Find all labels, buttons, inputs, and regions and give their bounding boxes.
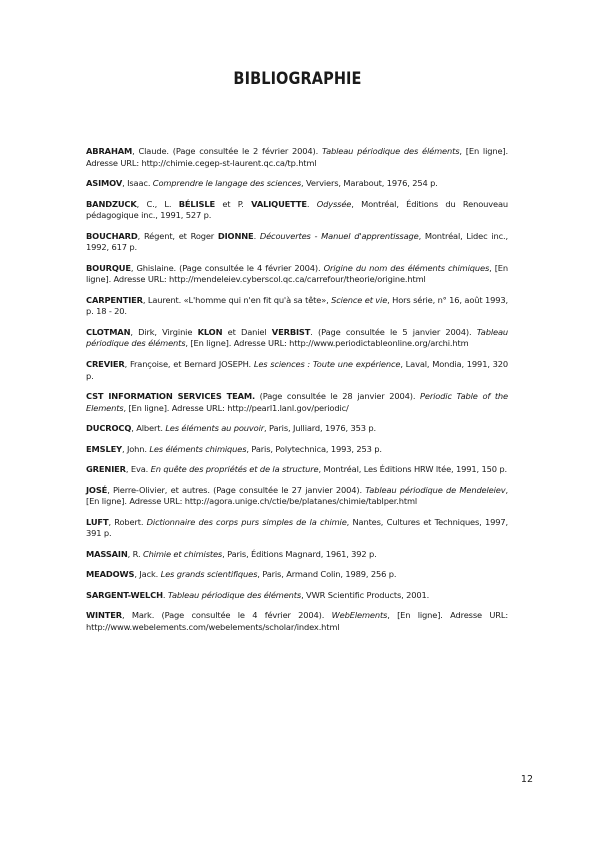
entry-text: , Mark. (Page consultée le 4 février 2004). xyxy=(122,610,332,621)
work-title: Origine du nom des éléments chimiques xyxy=(323,262,490,273)
entry-text: , Paris, Julliard, 1976, 353 p. xyxy=(264,423,376,434)
bibliography-entry xyxy=(86,464,508,476)
author-name: GRENIER xyxy=(86,464,126,475)
entry-text: , Montréal, Les Éditions HRW ltée, 1991, 150 p. xyxy=(318,464,507,475)
entry-text: , Françoise, et Bernard JOSEPH. xyxy=(124,358,254,369)
bibliography-entry xyxy=(86,199,508,222)
entry-text: , Régent, et Roger xyxy=(137,230,218,241)
entry-text: , Laval, Mondia, 1991, 320 p. xyxy=(86,358,509,381)
work-title: Comprendre le langage des sciences xyxy=(152,178,302,189)
work-title: En quête des propriétés et de la structure xyxy=(150,464,319,475)
work-title: Odyssée xyxy=(316,198,352,209)
author-name: VALIQUETTE xyxy=(251,198,307,209)
bibliography-entry xyxy=(86,146,508,169)
author-name: BOURQUE xyxy=(86,262,131,273)
work-title: Découvertes - Manuel d'apprentissage xyxy=(259,230,419,241)
entry-text: , [En ligne]. Adresse URL: http://pearl1.lanl.gov/periodic/ xyxy=(123,402,349,413)
author-name: EMSLEY xyxy=(86,443,122,454)
author-name: LUFT xyxy=(86,516,109,527)
bibliography-entry xyxy=(86,569,508,581)
entry-text: . xyxy=(162,589,168,600)
work-title: WebElements xyxy=(331,610,388,621)
work-title: Science et vie xyxy=(331,294,388,305)
entry-text: , Pierre-Olivier, et autres. (Page consultée le 27 janvier 2004). xyxy=(107,484,366,495)
author-name: KLON xyxy=(197,326,223,337)
work-title: Tableau périodique des éléments xyxy=(167,589,302,600)
author-name: BÉLISLE xyxy=(178,198,215,209)
author-name: SARGENT-WELCH xyxy=(86,589,163,600)
work-title: Chimie et chimistes xyxy=(142,548,223,559)
bibliography-entry xyxy=(86,517,508,540)
entry-text: , Paris, Polytechnica, 1993, 253 p. xyxy=(246,443,382,454)
page-number: 12 xyxy=(520,774,533,785)
entry-text: et P. xyxy=(214,198,252,209)
entry-text: , [En ligne]. Adresse URL: http://agora.unige.ch/ctie/be/platanes/chimie/tablper.html xyxy=(86,484,508,507)
author-name: ABRAHAM xyxy=(86,146,133,156)
entry-text: , Robert. xyxy=(108,516,147,527)
bibliography-list xyxy=(86,146,508,642)
entry-text: . xyxy=(306,198,317,209)
bibliography-entry xyxy=(86,327,508,350)
entry-text: , C., L. xyxy=(136,198,179,209)
work-title: Les sciences : Toute une expérience xyxy=(253,358,401,369)
entry-text: et Daniel xyxy=(222,326,272,337)
entry-text: , Paris, Armand Colin, 1989, 256 p. xyxy=(257,569,397,580)
entry-text: , Montréal, Éditions du Renouveau pédagogique inc., 1991, 527 p. xyxy=(86,198,508,221)
entry-text: , Paris, Éditions Magnard, 1961, 392 p. xyxy=(222,548,377,559)
author-name: VERBIST xyxy=(271,326,311,337)
bibliography-entry xyxy=(86,391,508,414)
bibliography-entry xyxy=(86,423,508,435)
entry-text: , Claude. (Page consultée le 2 février 2004). xyxy=(132,146,323,156)
entry-text: . (Page consultée le 5 janvier 2004). xyxy=(310,326,477,337)
entry-text: , Isaac. xyxy=(122,178,153,189)
entry-text: , [En ligne]. Adresse URL: http://mendeleiev.cyberscol.qc.ca/carrefour/theorie/origine.html xyxy=(86,262,508,285)
work-title: Tableau périodique de Mendeleiev xyxy=(365,484,506,495)
author-name: CLOTMAN xyxy=(86,326,131,337)
bibliography-entry xyxy=(86,178,508,190)
entry-text: , VWR Scientific Products, 2001. xyxy=(301,589,430,600)
bibliography-entry xyxy=(86,549,508,561)
entry-text: , Nantes, Cultures et Techniques, 1997, 391 p. xyxy=(86,516,508,539)
author-name: MASSAIN xyxy=(86,548,128,559)
work-title: Les éléments au pouvoir xyxy=(165,423,265,434)
entry-text: . xyxy=(253,230,260,241)
author-name: JOSÉ xyxy=(86,484,108,495)
bibliography-entry xyxy=(86,263,508,286)
bibliography-entry xyxy=(86,590,508,602)
work-title: Tableau périodique des éléments xyxy=(86,326,508,349)
entry-text: , Albert. xyxy=(131,423,166,434)
entry-text: , Hors série, n° 16, août 1993, p. 18 - 20. xyxy=(86,294,508,317)
author-name: WINTER xyxy=(86,610,122,621)
work-title: Dictionnaire des corps purs simples de la chimie xyxy=(146,516,347,527)
author-name: ASIMOV xyxy=(86,178,123,189)
author-name: BANDZUCK xyxy=(86,198,137,209)
entry-text: , Dirk, Virginie xyxy=(130,326,198,337)
entry-text: , Montréal, Lidec inc., 1992, 617 p. xyxy=(86,230,508,253)
work-title: Tableau périodique des éléments xyxy=(322,146,460,156)
bibliography-entry xyxy=(86,444,508,456)
author-name: CREVIER xyxy=(86,358,125,369)
entry-text: , [En ligne]. Adresse URL: http://www.periodictableonline.org/archi.htm xyxy=(185,338,469,349)
entry-text: , R. xyxy=(127,548,143,559)
bibliography-entry xyxy=(86,485,508,508)
entry-text: (Page consultée le 28 janvier 2004). xyxy=(254,391,421,402)
bibliography-entry xyxy=(86,610,508,633)
author-name: BOUCHARD xyxy=(86,230,138,241)
entry-text: , Eva. xyxy=(125,464,151,475)
bibliography-entry xyxy=(86,231,508,254)
bibliography-entry xyxy=(86,295,508,318)
entry-text: , [En ligne]. Adresse URL: http://www.webelements.com/webelements/scholar/index.html xyxy=(86,610,508,632)
entry-text: , [En ligne]. Adresse URL: http://chimie.cegep-st-laurent.qc.ca/tp.html xyxy=(86,146,509,168)
entry-text: , Jack. xyxy=(134,569,161,580)
page-title: BIBLIOGRAPHIE xyxy=(233,69,362,89)
entry-text: , John. xyxy=(121,443,150,454)
entry-text: , Ghislaine. (Page consultée le 4 février 2004). xyxy=(130,262,324,273)
author-name: CARPENTIER xyxy=(86,294,143,305)
author-name: DUCROCQ xyxy=(86,423,132,434)
bibliography-entry xyxy=(86,359,508,382)
work-title: Les grands scientifiques xyxy=(160,569,258,580)
work-title: Les éléments chimiques xyxy=(149,443,247,454)
author-name: MEADOWS xyxy=(86,569,135,580)
work-title: Periodic Table of the Elements xyxy=(86,391,508,413)
entry-text: , Verviers, Marabout, 1976, 254 p. xyxy=(301,178,438,189)
entry-text: , Laurent. «L'homme qui n'en fit qu'à sa tête», xyxy=(142,294,332,305)
author-name: DIONNE xyxy=(217,230,254,241)
author-name: CST INFORMATION SERVICES TEAM. xyxy=(86,391,255,402)
